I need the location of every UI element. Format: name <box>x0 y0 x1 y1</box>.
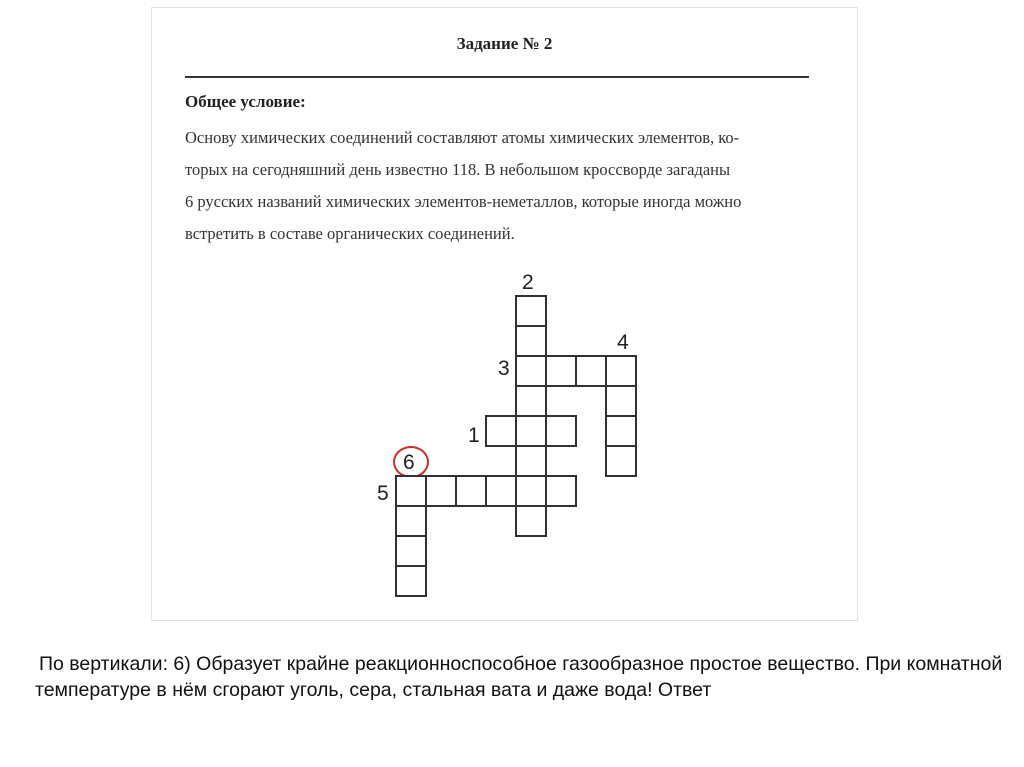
clue-number-2: 2 <box>522 271 534 294</box>
crossword-cell-3-3[interactable] <box>575 355 607 387</box>
crossword-cell-4-2[interactable] <box>605 385 637 417</box>
crossword-cell-2-3[interactable] <box>515 355 547 387</box>
crossword-cell-2-6[interactable] <box>515 445 547 477</box>
clue-number-3: 3 <box>498 357 510 380</box>
crossword-cell-6-4[interactable] <box>395 565 427 597</box>
clue-number-6: 6 <box>403 451 415 474</box>
divider <box>185 76 809 78</box>
condition-line: встретить в составе органических соединений. <box>185 224 515 243</box>
task-title: Задание № 2 <box>456 34 553 53</box>
crossword-cell-6-2[interactable] <box>395 505 427 537</box>
question-text: По вертикали: 6) Образует крайне реакционноспособное газообразное простое вещество. При комнатной температуре в нём сгорают уголь, сера, стальная вата и даже вода! Ответ <box>35 653 1003 701</box>
clue-number-1: 1 <box>468 424 480 447</box>
task-sheet <box>151 7 858 621</box>
crossword-cell-2-7[interactable] <box>515 475 547 507</box>
crossword-cell-4-4[interactable] <box>605 445 637 477</box>
crossword-cell-2-4[interactable] <box>515 385 547 417</box>
crossword-cell-2-8[interactable] <box>515 505 547 537</box>
crossword-cell-2-1[interactable] <box>515 295 547 327</box>
clue-number-5: 5 <box>377 482 389 505</box>
crossword-cell-4-3[interactable] <box>605 415 637 447</box>
crossword-cell-2-5[interactable] <box>515 415 547 447</box>
condition-line: торых на сегодняшний день известно 118. В небольшом кроссворде загаданы <box>185 160 731 179</box>
crossword-cell-5-2[interactable] <box>425 475 457 507</box>
crossword-cell-1-3[interactable] <box>545 415 577 447</box>
crossword-cell-4-1[interactable] <box>605 355 637 387</box>
crossword-cell-1-1[interactable] <box>485 415 517 447</box>
condition-line: 6 русских названий химических элементов-неметаллов, которые иногда можно <box>185 192 742 211</box>
crossword-cell-5-3[interactable] <box>455 475 487 507</box>
crossword-cell-5-4[interactable] <box>485 475 517 507</box>
clue-number-4: 4 <box>617 331 629 354</box>
condition-heading: Общее условие: <box>185 92 306 111</box>
crossword-cell-3-2[interactable] <box>545 355 577 387</box>
crossword-cell-6-3[interactable] <box>395 535 427 567</box>
condition-line: Основу химических соединений составляют атомы химических элементов, ко- <box>185 128 740 147</box>
crossword-cell-5-1[interactable] <box>395 475 427 507</box>
crossword-cell-2-2[interactable] <box>515 325 547 357</box>
crossword-cell-5-6[interactable] <box>545 475 577 507</box>
